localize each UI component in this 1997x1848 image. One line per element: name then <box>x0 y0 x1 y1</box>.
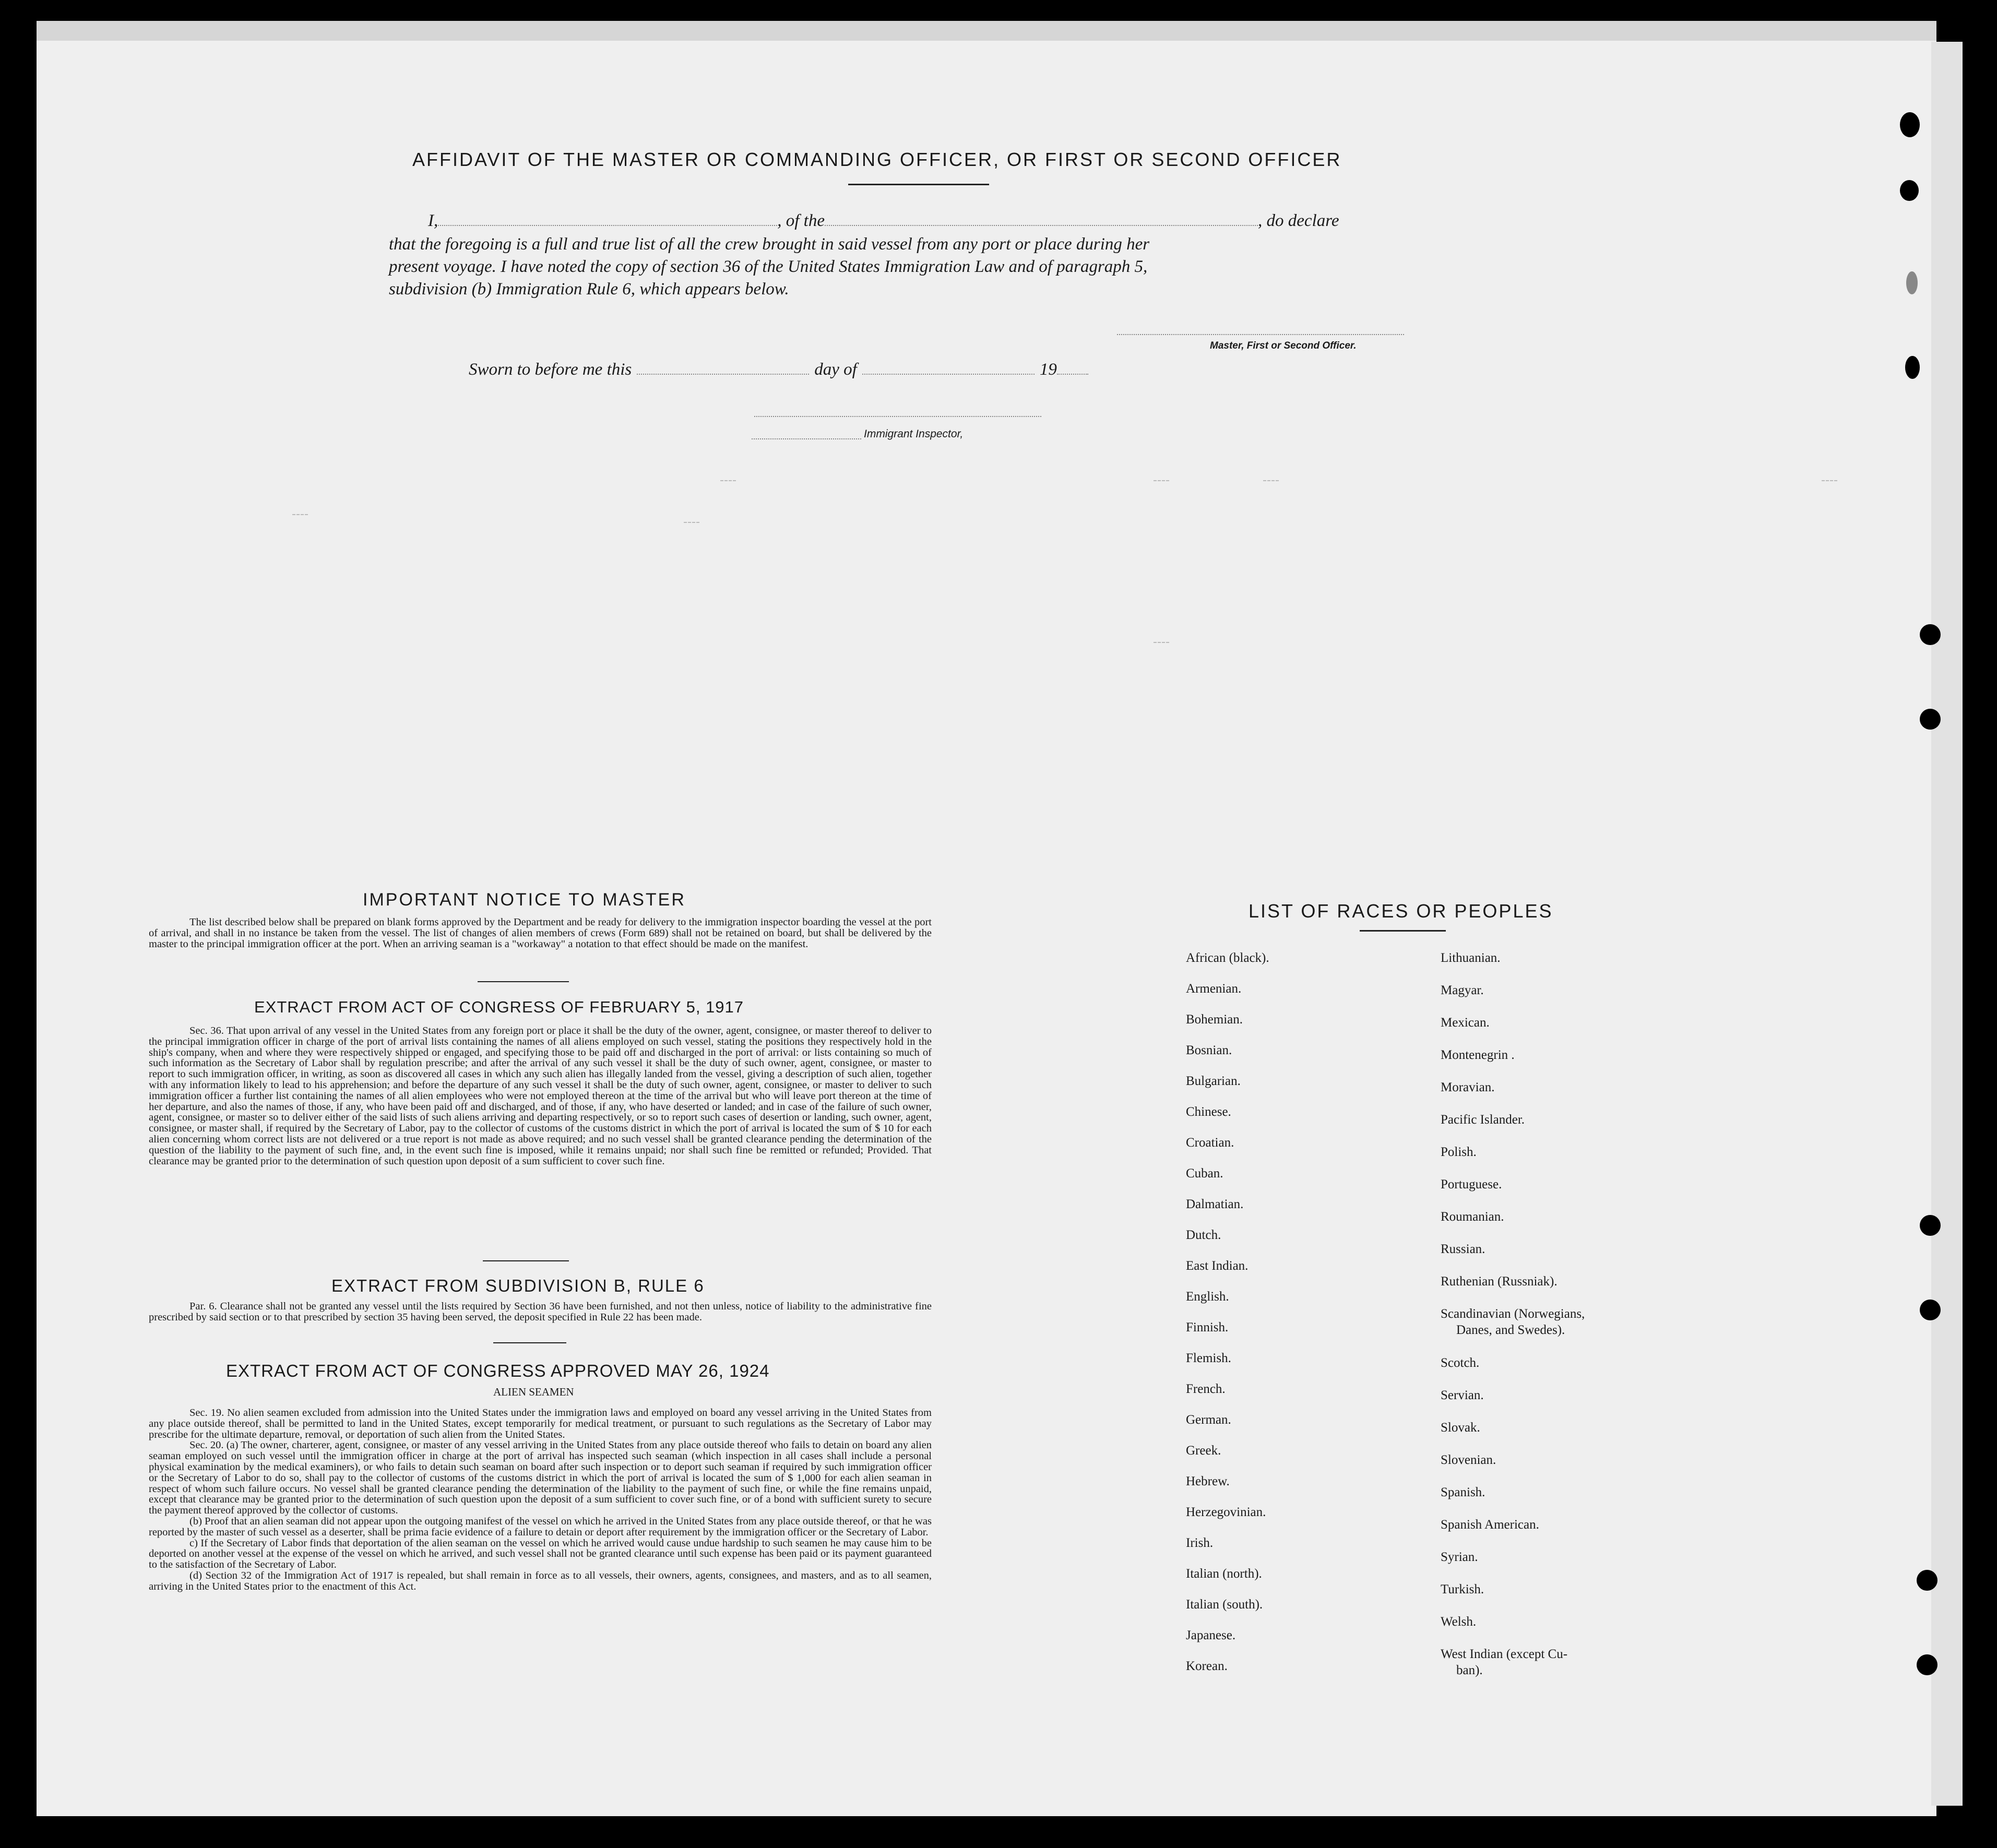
bleed-mark <box>292 514 308 516</box>
race-item: Chinese. <box>1186 1105 1231 1119</box>
race-item: Welsh. <box>1441 1615 1477 1629</box>
punch-hole <box>1905 356 1920 379</box>
affidavit-line2: that the foregoing is a full and true list of all the crew brought in said vessel from any port or place during her <box>389 235 1150 254</box>
extract-1924-title: EXTRACT FROM ACT OF CONGRESS APPROVED MAY 26, 1924 <box>226 1361 770 1380</box>
races-title-rule <box>1360 930 1446 932</box>
race-item: Herzegovinian. <box>1186 1505 1266 1519</box>
inspector-line-1[interactable] <box>754 416 1041 417</box>
affidavit-line3: present voyage. I have noted the copy of section 36 of the United States Immigration Law and of paragraph 5, <box>389 257 1148 276</box>
notice-title: IMPORTANT NOTICE TO MASTER <box>363 890 686 910</box>
sec20d-paragraph: (d) Section 32 of the Immigration Act of 1917 is repealed, but shall remain in force as to all vessels, their owners, agents, consignees, and masters, and as to all seamen, arriving in the United States prior to the enactment of this Act. <box>149 1569 932 1592</box>
race-item: Italian (south). <box>1186 1597 1263 1612</box>
punch-hole <box>1920 1299 1941 1320</box>
race-item: Portuguese. <box>1441 1177 1502 1191</box>
sec19-paragraph: Sec. 19. No alien seamen excluded from admission into the United States under the immigration laws and employed on board any vessel arriving in the United States from any place outside thereof, shall be permitted to land in the United States, except temporarily for medical treatment, or pursuant to such regulations as the Secretary of Labor may prescribe for the ultimate departure, removal, or deportation of such alien from the United States. <box>149 1407 932 1440</box>
race-item: Russian. <box>1441 1242 1485 1256</box>
bleed-mark <box>684 522 699 524</box>
race-item: Magyar. <box>1441 983 1484 997</box>
signature-line[interactable] <box>1117 334 1404 335</box>
race-item: Roumanian. <box>1441 1210 1504 1224</box>
page-top-edge <box>37 21 1936 41</box>
race-item: Lithuanian. <box>1441 951 1501 965</box>
inspector-caption: Immigrant Inspector, <box>864 428 964 440</box>
day-of-text: day of <box>814 360 857 379</box>
race-item: Armenian. <box>1186 982 1242 996</box>
race-item: Scandinavian (Norwegians, <box>1441 1307 1585 1321</box>
bleed-mark <box>1154 480 1169 482</box>
bleed-mark <box>720 480 736 482</box>
race-item: ban). <box>1456 1663 1483 1677</box>
notice-rule <box>478 981 569 982</box>
sworn-text: Sworn to before me this <box>469 360 632 379</box>
race-item: Dalmatian. <box>1186 1197 1244 1211</box>
sworn-year-blank[interactable] <box>1057 374 1088 375</box>
punch-hole <box>1917 1570 1937 1591</box>
race-item: Spanish. <box>1441 1485 1485 1499</box>
race-item: Spanish American. <box>1441 1518 1539 1532</box>
race-item: Dutch. <box>1186 1228 1221 1242</box>
race-item: Croatian. <box>1186 1136 1234 1150</box>
punch-hole <box>1917 1654 1937 1675</box>
race-item: African (black). <box>1186 951 1269 965</box>
punch-hole <box>1900 112 1920 137</box>
bleed-mark <box>1822 480 1837 482</box>
race-item: East Indian. <box>1186 1259 1249 1273</box>
race-item: Korean. <box>1186 1659 1228 1673</box>
punch-hole <box>1906 271 1918 294</box>
race-item: Bulgarian. <box>1186 1074 1241 1088</box>
race-item: Japanese. <box>1186 1628 1236 1642</box>
affidavit-i: I, <box>428 211 438 230</box>
extract-rule6-text: Par. 6. Clearance shall not be granted any vessel until the lists required by Section 36 have been furnished, and not then unless, notice of liability to the administrative fine prescribed by said section or to that prescribed by section 35 having been served, the deposit specified in Rule 22 has been made. <box>149 1301 932 1323</box>
punch-hole <box>1920 624 1941 645</box>
sec20a-paragraph: Sec. 20. (a) The owner, charterer, agent, consignee, or master of any vessel arriving in the United States from any place outside thereof who fails to detain on board any alien seaman employed on such vessel until the immigration officer in charge at the port of arrival has inspected such seaman (which inspection in all cases shall include a personal physical examination by the medical examiners), or who fails to detain such seaman on board after such inspection or to deport such seaman if required by such immigration officer or the Secretary of Labor to do so, shall pay to the collector of customs of the customs district in which the port of arrival is located the sum of $ 1,000 for each alien seaman in respect of whom such failure occurs. No vessel shall be granted clearance pending the determination of the liability to the payment of such fine, or while the fine remains unpaid, except that clearance may be granted prior to the determination of such question upon the deposit of a sum sufficient to cover such fine, or of a bond with sufficient surety to secure the payment thereof approved by the collector of customs. <box>149 1439 932 1517</box>
race-item: Slovak. <box>1441 1421 1480 1435</box>
race-item: Bosnian. <box>1186 1043 1232 1057</box>
race-item: Moravian. <box>1441 1080 1495 1094</box>
alien-seamen-subtitle: ALIEN SEAMEN <box>493 1386 574 1398</box>
race-item: Polish. <box>1441 1145 1477 1159</box>
races-title: LIST OF RACES OR PEOPLES <box>1249 900 1553 922</box>
race-item: Danes, and Swedes). <box>1456 1323 1565 1337</box>
race-item: Montenegrin . <box>1441 1048 1515 1062</box>
signature-caption: Master, First or Second Officer. <box>1210 340 1357 351</box>
race-item: Ruthenian (Russniak). <box>1441 1274 1558 1289</box>
race-item: French. <box>1186 1382 1226 1396</box>
sworn-line <box>469 360 1088 379</box>
punch-hole <box>1920 1215 1941 1236</box>
extract-1924-body <box>149 1408 932 1592</box>
race-item: Turkish. <box>1441 1582 1484 1596</box>
bleed-mark <box>1154 642 1169 644</box>
sec20b-paragraph: (b) Proof that an alien seaman did not appear upon the outgoing manifest of the vessel on which he arrived in the United States from any place outside thereof, or that he was reported by the master of such vessel as a deserter, shall be prima facie evidence of a failure to detain or deport after requirement by the immigration officer or the Secretary of Labor. <box>149 1515 932 1538</box>
race-item: Pacific Islander. <box>1441 1113 1525 1127</box>
extract-1917-rule <box>483 1260 569 1261</box>
extract-rule6-title: EXTRACT FROM SUBDIVISION B, RULE 6 <box>331 1276 705 1295</box>
race-item: Cuban. <box>1186 1166 1223 1181</box>
sec20c-paragraph: c) If the Secretary of Labor finds that deportation of the alien seaman on the vessel on which he arrived would cause undue hardship to such seamen he may cause him to be deported on another vessel at the expense of the vessel on which he arrived, and such vessel shall not be granted clearance until such expense has been paid or its payment guaranteed to the satisfaction of the Secretary of Labor. <box>149 1537 932 1571</box>
bleed-mark <box>1263 480 1279 482</box>
affidavit-of-the: , of the <box>777 211 825 230</box>
punch-hole <box>1900 180 1919 201</box>
race-item: Mexican. <box>1441 1016 1490 1030</box>
race-item: Finnish. <box>1186 1320 1229 1334</box>
inspector-line-2[interactable] <box>752 438 861 439</box>
affidavit-declare: , do declare <box>1257 211 1339 230</box>
race-item: Bohemian. <box>1186 1012 1243 1027</box>
race-item: Greek. <box>1186 1444 1221 1458</box>
vessel-name-blank[interactable] <box>825 225 1258 226</box>
page-right-edge <box>1931 42 1963 1806</box>
affidavit-line1 <box>428 211 1339 231</box>
officer-name-blank[interactable] <box>438 225 777 226</box>
race-item: Servian. <box>1441 1388 1484 1402</box>
race-item: Slovenian. <box>1441 1453 1496 1467</box>
extract-rule6-rule <box>493 1342 566 1343</box>
race-item: English. <box>1186 1290 1229 1304</box>
extract-1917-text: Sec. 36. That upon arrival of any vessel in the United States from any foreign port or place it shall be the duty of the owner, agent, consignee, or master thereof to deliver to the principal immigration officer in charge of the port of arrival lists containing the names of all aliens employed on such vessel, stating the positions they respectively hold in the ship's company, when and where they were respectively shipped or engaged, and specifying those to be paid off and discharged in the port of arrival: or lists containing so much of such information as the Secretary of Labor shall by regulation prescribe; and after the arrival of any such vessel it shall be the duty of such owner, agent, consignee, or master to report to such immigration officer, in writing, as soon as discovered all cases in which any such alien has illegally landed from the vessel, giving a description of such alien, together with any information likely to lead to his apprehension; and before the departure of any such vessel it shall be the duty of such owner, agent, consignee, or master to deliver to such immigration officer a further list containing the names of all alien employees who were not employed thereon at the time of the arrival but who will leave port thereon at the time of her departure, and also the names of those, if any, who have been paid off and discharged, and of those, if any, who have deserted or landed; and in case of the failure of such owner, agent, consignee, or master so to deliver either of the said lists of such aliens arriving and departing respectively, or so to report such cases of desertion or landing, such owner, agent, consignee, or master shall, if required by the Secretary of Labor, pay to the collector of customs of the customs district in which the port of arrival is located the sum of $ 10 for each alien concerning whom correct lists are not delivered or a true report is not made as above required; and no such vessel shall be granted clearance pending the determination of the question of the liability to the payment of such fine, and, in the event such fine is imposed, while it remains unpaid; nor shall such fine be remitted or refunded; Provided. That clearance may be granted prior to the determination of such question upon deposit of a sum sufficient to cover such fine. <box>149 1025 932 1167</box>
race-item: Italian (north). <box>1186 1567 1262 1581</box>
race-item: German. <box>1186 1413 1231 1427</box>
notice-text: The list described below shall be prepared on blank forms approved by the Department and be ready for delivery to the immigration inspector boarding the vessel at the port of arrival, and shall in no instance be taken from the vessel. The list of changes of alien members of crews (Form 689) shall not be retained on board, but shall be delivered by the master to the principal immigration officer at the port. When an arriving seaman is a "workaway" a notation to that effect should be made on the manifest. <box>149 916 932 950</box>
sworn-day-blank[interactable] <box>637 374 809 375</box>
affidavit-title-rule <box>848 184 989 185</box>
affidavit-line4: subdivision (b) Immigration Rule 6, which appears below. <box>389 280 789 299</box>
extract-1917-body <box>149 1026 932 1166</box>
year-prefix: 19 <box>1039 360 1057 379</box>
race-item: Syrian. <box>1441 1550 1478 1564</box>
race-item: Hebrew. <box>1186 1474 1230 1488</box>
race-item: Flemish. <box>1186 1351 1231 1365</box>
race-item: Scotch. <box>1441 1356 1480 1370</box>
punch-hole <box>1920 709 1941 730</box>
race-item: West Indian (except Cu- <box>1441 1647 1568 1661</box>
sworn-month-blank[interactable] <box>862 374 1035 375</box>
extract-1917-title: EXTRACT FROM ACT OF CONGRESS OF FEBRUARY 5, 1917 <box>254 998 744 1016</box>
notice-body <box>149 917 932 949</box>
extract-rule6-body <box>149 1301 932 1323</box>
race-item: Irish. <box>1186 1536 1214 1550</box>
affidavit-title: AFFIDAVIT OF THE MASTER OR COMMANDING OFFICER, OR FIRST OR SECOND OFFICER <box>412 149 1342 170</box>
